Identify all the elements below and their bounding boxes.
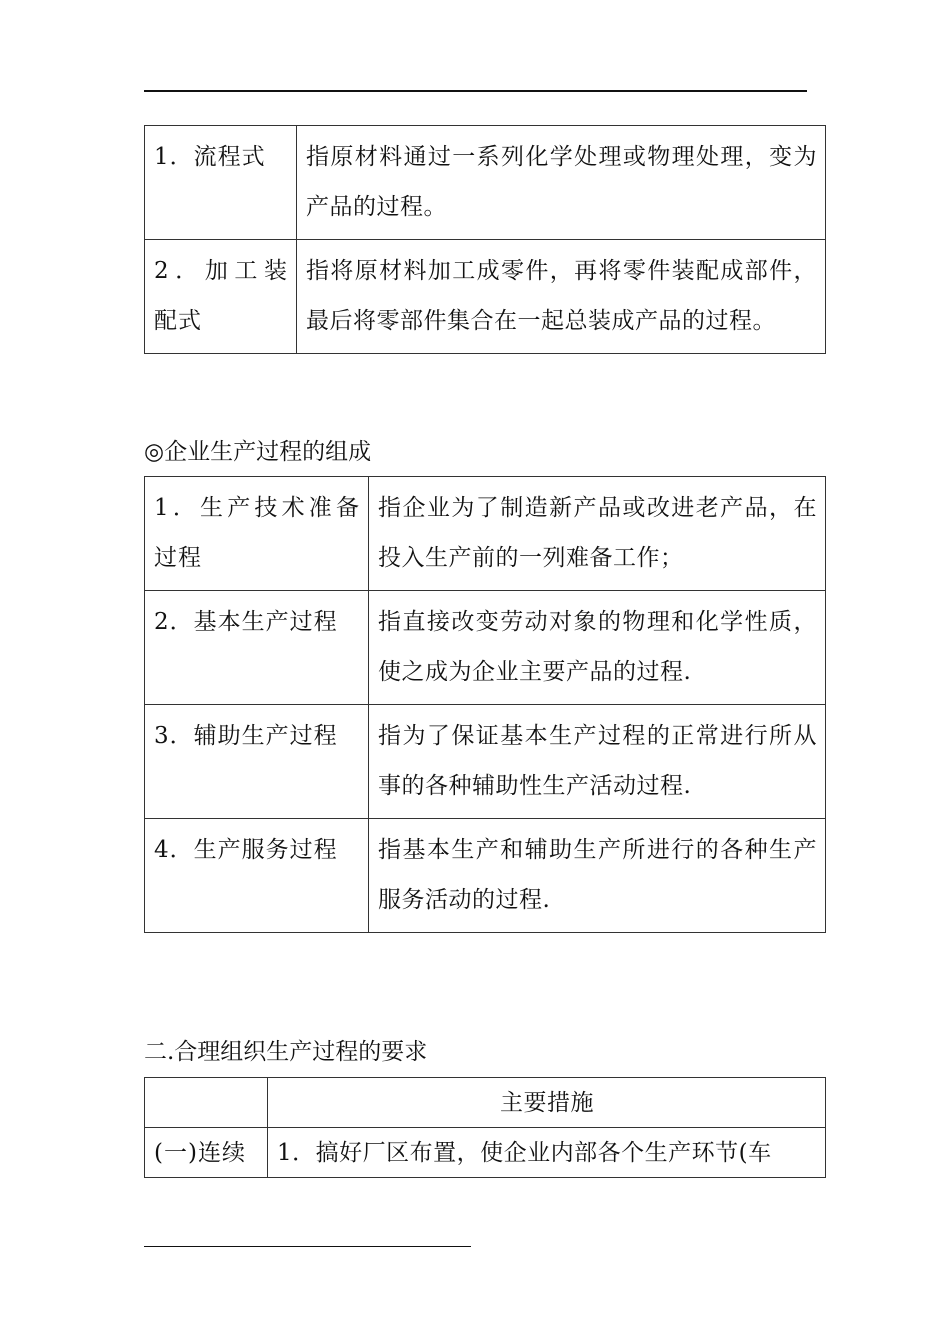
composition-definition: 指为了保证基本生产过程的正常进行所从事的各种辅助性生产活动过程. bbox=[369, 705, 826, 819]
table-row bbox=[145, 240, 826, 354]
composition-term: 1．生产技术准备过程 bbox=[145, 477, 369, 591]
table-header-row bbox=[145, 1078, 826, 1128]
table-row bbox=[145, 477, 826, 591]
table-row bbox=[145, 705, 826, 819]
requirements-header-left bbox=[145, 1078, 268, 1128]
process-type-definition: 指将原材料加工成零件，再将零件装配成部件，最后将零部件集合在一起总装成产品的过程。 bbox=[297, 240, 826, 354]
composition-term: 3．辅助生产过程 bbox=[145, 705, 369, 819]
table-row bbox=[145, 591, 826, 705]
composition-definition: 指企业为了制造新产品或改进老产品，在投入生产前的一列难备工作； bbox=[369, 477, 826, 591]
header-rule bbox=[144, 90, 807, 92]
footnote-rule bbox=[144, 1246, 471, 1247]
process-type-term: 2．加工装配式 bbox=[145, 240, 297, 354]
requirements-header-measures: 主要措施 bbox=[268, 1078, 826, 1128]
requirements-heading: 二.合理组织生产过程的要求 bbox=[144, 1039, 428, 1065]
table-row bbox=[145, 819, 826, 933]
table-row bbox=[145, 126, 826, 240]
requirement-measure: 1．搞好厂区布置，使企业内部各个生产环节(车 bbox=[268, 1128, 826, 1178]
composition-definition: 指直接改变劳动对象的物理和化学性质，使之成为企业主要产品的过程. bbox=[369, 591, 826, 705]
composition-term: 2．基本生产过程 bbox=[145, 591, 369, 705]
requirements-table bbox=[144, 1077, 826, 1178]
composition-definition: 指基本生产和辅助生产所进行的各种生产服务活动的过程. bbox=[369, 819, 826, 933]
composition-heading: ◎企业生产过程的组成 bbox=[144, 439, 372, 465]
process-types-table bbox=[144, 125, 826, 354]
requirement-label: (一)连续 bbox=[145, 1128, 268, 1178]
process-type-term: 1．流程式 bbox=[145, 126, 297, 240]
process-type-definition: 指原材料通过一系列化学处理或物理处理，变为产品的过程。 bbox=[297, 126, 826, 240]
table-row bbox=[145, 1128, 826, 1178]
process-composition-table bbox=[144, 476, 826, 933]
composition-term: 4．生产服务过程 bbox=[145, 819, 369, 933]
